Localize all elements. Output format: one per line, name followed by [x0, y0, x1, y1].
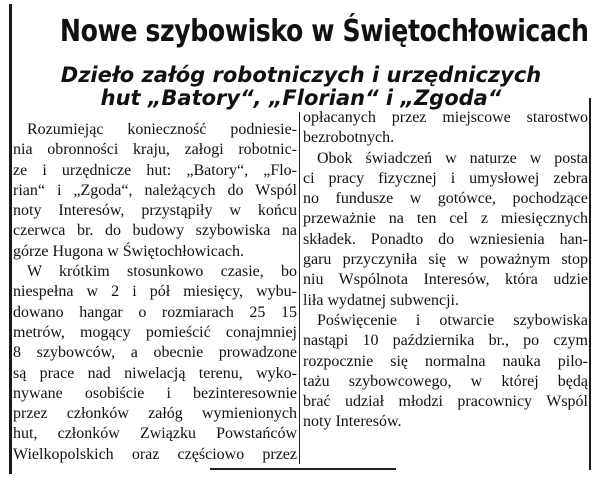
article-text-line: Obok świadczeń w naturze w posta	[317, 149, 588, 167]
article-text-line: nia obronności kraju, załogi robotnic-	[13, 141, 297, 159]
article-column-right	[303, 108, 588, 433]
article-column-left	[13, 120, 297, 465]
left-border-rule	[9, 4, 12, 474]
article-text-line: Poświęcenie i otwarcie szybowiska	[317, 311, 588, 329]
article-text-line: przeważnie na ten cel z miesięcznych	[303, 210, 588, 228]
article-text-line: opłacanych przez miejscowe starostwo	[303, 109, 588, 126]
article-text-line: bezrobotnych.	[303, 129, 395, 147]
article-text-line: Wielkopolskich oraz częściowo przez	[13, 445, 297, 463]
article-text-line: garu przyczyniła się w poważnym stop	[303, 251, 588, 269]
article-text-line: tażu szybowcowego, w której będą	[303, 372, 588, 390]
article-text-line: dowano hangar o rozmiarach 25 15	[13, 303, 297, 321]
column-divider	[299, 112, 300, 464]
subheadline-line-1: Dzieło załóg robotniczych i urzędniczych	[60, 63, 542, 87]
article-text-line: rozpocznie się normalna nauka pilo-	[303, 352, 588, 370]
article-text-line: górze Hugona w Świętochłowicach.	[13, 242, 245, 260]
article-text-line: niu Wspólnota Interesów, która udzie	[303, 271, 588, 289]
article-text-line: metrów, mogący pomieścić conajmniej	[13, 323, 297, 341]
article-headline: Nowe szybowisko w Świętochłowicach	[59, 14, 589, 49]
article-text-line: niespełna w 2 i pół miesięcy, wybu-	[13, 283, 297, 301]
article-text-line: ci pracy fizycznej i umysłowej zebra	[303, 169, 588, 187]
article-text-line: 8 szybowców, a obecnie prowadzone	[13, 344, 297, 362]
article-text-line: rian“ i „Zgoda“, należących do Wspól	[13, 181, 297, 199]
article-text-line: liła wydatnej subwencji.	[303, 291, 459, 309]
article-text-line: brać udział młodzi pracownicy Wspól	[303, 393, 588, 411]
article-text-line: hut, członków Związku Powstańców	[13, 425, 297, 443]
article-text-line: ze i urzędnicze hut: „Batory“, „Flo-	[13, 161, 297, 179]
article-text-line: nywane osobiście i bezinteresownie	[13, 384, 297, 402]
article-text-line: no fundusze w gotówce, pochodzące	[303, 190, 588, 208]
subheadline-line-2: hut „Batory“, „Florian“ i „Zgoda“	[100, 86, 502, 110]
right-border-rule	[589, 98, 591, 470]
article-text-line: składek. Ponadto do wzniesienia han-	[303, 230, 588, 248]
article-text-line: przez członków załóg wymienionych	[13, 405, 297, 423]
article-text-line: noty Interesów, przystąpiły w końcu	[13, 202, 297, 220]
article-text-line: noty Interesów.	[303, 413, 402, 431]
article-text-line: są prace nad niwelacją terenu, wyko-	[13, 364, 297, 382]
article-text-line: czerwca br. do budowy szybowiska na	[13, 222, 297, 240]
article-text-line: Rozumiejąc konieczność podniesie-	[27, 121, 297, 138]
article-text-line: nastąpi 10 października br., po czym	[303, 332, 588, 350]
article-subheadline	[14, 64, 588, 110]
article-text-line: W krótkim stosunkowo czasie, bo	[27, 263, 297, 281]
article-end-rule	[210, 468, 396, 470]
